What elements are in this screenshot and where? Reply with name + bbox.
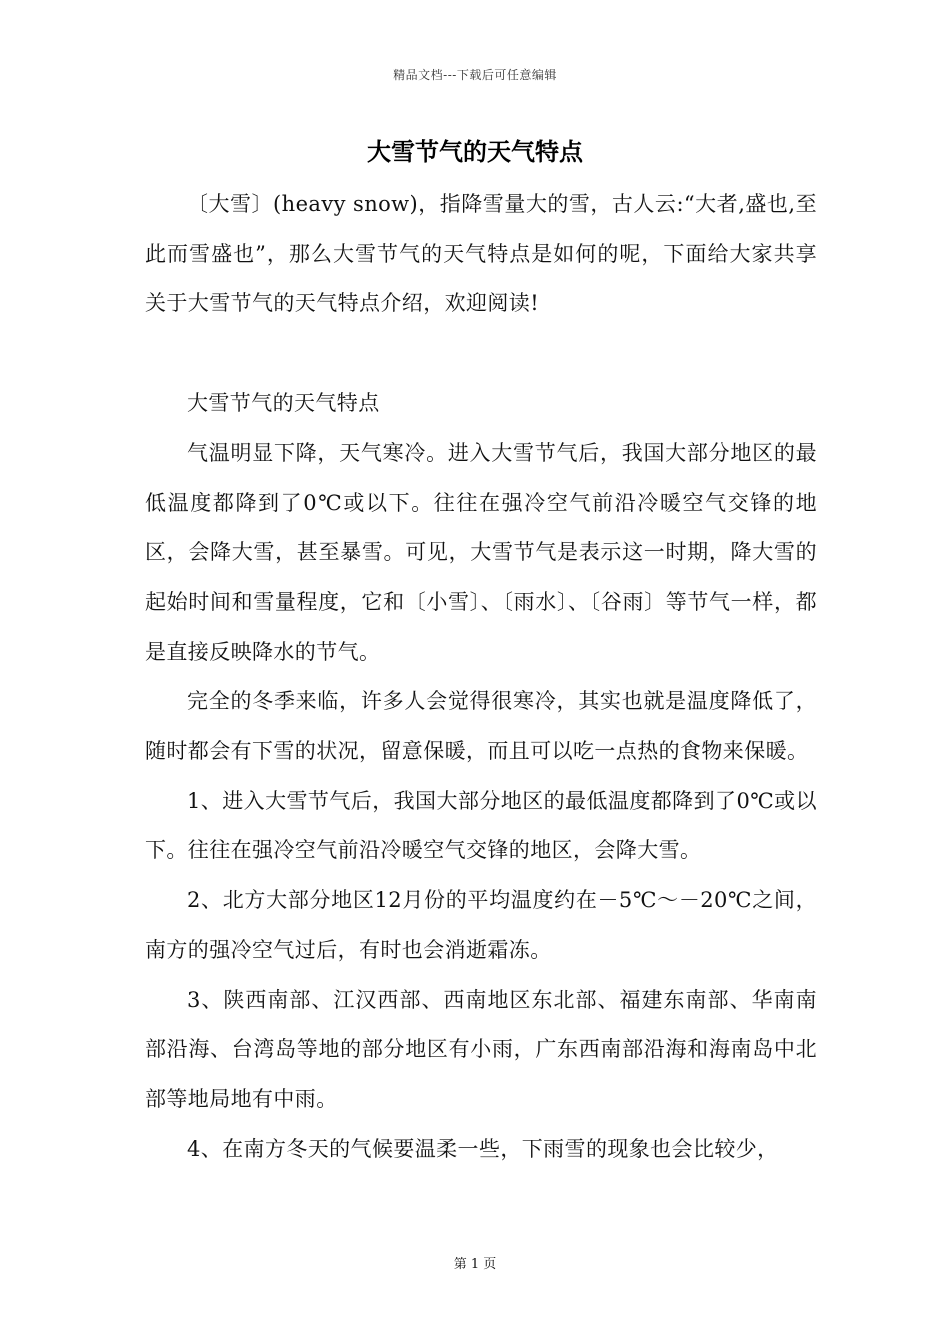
body-paragraph: 气温明显下降，天气寒冷。进入大雪节气后，我国大部分地区的最低温度都降到了0℃或以下。往往在强冷空气前沿冷暖空气交锋的地区，会降大雪，甚至暴雪。可见，大雪节气是表示这一时期，降大雪的起始时间和雪量程度，它和〔小雪〕、〔雨水〕、〔谷雨〕等节气一样，都是直接反映降水的节气。 [145,440,817,664]
list-item-paragraph: 1、进入大雪节气后，我国大部分地区的最低温度都降到了0℃或以下。往往在强冷空气前沿冷暖空气交锋的地区，会降大雪。 [145,788,817,863]
list-item-paragraph: 4、在南方冬天的气候要温柔一些，下雨雪的现象也会比较少， [187,1136,779,1161]
list-item-paragraph: 2、北方大部分地区12月份的平均温度约在－5℃～－20℃之间，南方的强冷空气过后，有时也会消逝霜冻。 [145,888,817,962]
page-header: 精品文档---下载后可任意编辑 [393,68,557,82]
paragraph-spacer [145,329,817,379]
document-body [145,180,817,1174]
section-heading: 大雪节气的天气特点 [187,391,380,416]
body-paragraph: 完全的冬季来临，许多人会觉得很寒冷，其实也就是温度降低了，随时都会有下雪的状况，留意保暖，而且可以吃一点热的食物来保暖。 [145,689,817,764]
document-title: 大雪节气的天气特点 [367,137,583,166]
list-item-paragraph: 3、陕西南部、江汉西部、西南地区东北部、福建东南部、华南南部沿海、台湾岛等地的部分地区有小雨，广东西南部沿海和海南岛中北部等地局地有中雨。 [145,987,817,1111]
intro-paragraph: 〔大雪〕(heavy snow)，指降雪量大的雪，古人云:“大者,盛也,至此而雪盛也”，那么大雪节气的天气特点是如何的呢，下面给大家共享关于大雪节气的天气特点介绍，欢迎阅读! [145,192,817,316]
page-footer: 第 1 页 [453,1257,497,1272]
